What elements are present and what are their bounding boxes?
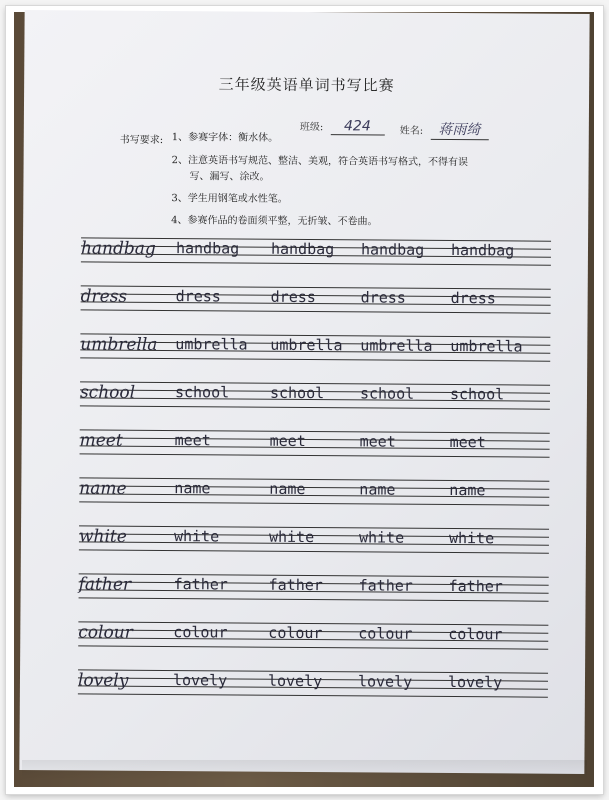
requirement-item: 4、参赛作品的卷面须平整，无折皱、不卷曲。: [171, 215, 378, 228]
ruled-line: [79, 501, 549, 505]
handwritten-word: meet: [79, 430, 123, 451]
handwritten-word: lovely: [267, 671, 323, 691]
ruled-line: [80, 405, 550, 409]
handwritten-word: handbag: [360, 240, 425, 259]
handwritten-word: lovely: [172, 671, 228, 690]
word-row-white: [79, 523, 549, 574]
name-value: 蒋雨绮: [430, 119, 488, 140]
handwritten-word: white: [173, 527, 220, 546]
handwritten-word: father: [448, 577, 503, 596]
handwritten-word: lovely: [77, 670, 129, 691]
handwritten-word: father: [78, 574, 132, 595]
handwritten-word: dress: [175, 287, 221, 306]
requirement-item: 3、学生用钢笔或水性笔。: [171, 193, 288, 205]
handwritten-word: dress: [270, 287, 316, 307]
class-field: [300, 118, 385, 136]
class-value: 424: [330, 118, 384, 135]
word-row-umbrella: [80, 331, 550, 382]
handwritten-word: handbag: [80, 238, 156, 259]
handwritten-word: dress: [80, 286, 128, 307]
requirements-label: 书写要求:: [119, 134, 164, 147]
handwritten-word: father: [173, 575, 228, 594]
word-row-colour: [78, 619, 548, 670]
handwritten-word: dress: [450, 289, 496, 308]
name-field: [400, 119, 489, 141]
handwritten-word: colour: [78, 622, 133, 643]
handwritten-word: handbag: [175, 239, 240, 258]
worksheet-paper: [19, 10, 589, 774]
ruled-line: [80, 357, 550, 361]
handwritten-word: umbrella: [450, 337, 523, 356]
ruled-line: [79, 549, 549, 553]
word-row-dress: [80, 283, 550, 334]
handwriting-practice-area: [78, 235, 551, 723]
handwritten-word: name: [449, 481, 486, 500]
handwritten-word: school: [359, 384, 415, 403]
word-row-handbag: [81, 235, 551, 286]
handwritten-word: white: [448, 529, 495, 548]
handwritten-word: lovely: [357, 672, 413, 691]
handwritten-word: dress: [360, 288, 406, 307]
ruled-line: [78, 645, 548, 649]
handwritten-word: meet: [174, 431, 211, 450]
ruled-line: [81, 261, 551, 265]
handwritten-word: handbag: [450, 241, 515, 260]
handwritten-word: handbag: [270, 239, 335, 259]
ruled-line: [78, 693, 548, 697]
word-row-school: [80, 379, 550, 430]
handwritten-word: umbrella: [270, 335, 343, 355]
handwritten-word: lovely: [447, 673, 503, 692]
handwritten-word: name: [174, 479, 211, 498]
handwritten-word: white: [358, 528, 405, 547]
ruled-line: [80, 453, 550, 457]
handwritten-word: name: [269, 479, 306, 499]
requirement-item: 2、注意英语书写规范、整洁、美观，符合英语书写格式，不得有误: [171, 155, 469, 169]
handwritten-word: meet: [269, 431, 306, 451]
handwritten-word: colour: [448, 625, 503, 644]
handwritten-word: colour: [173, 623, 228, 642]
handwritten-word: meet: [449, 433, 486, 452]
handwritten-word: umbrella: [360, 336, 433, 355]
worksheet-title: 三年级英语单词书写比赛: [218, 75, 395, 95]
ruled-line: [79, 597, 549, 601]
handwritten-word: umbrella: [80, 334, 158, 355]
word-row-lovely: [78, 667, 548, 718]
word-row-father: [78, 571, 548, 622]
requirement-item: 写、漏写、涂改。: [189, 171, 270, 183]
handwritten-word: umbrella: [175, 335, 248, 354]
word-row-meet: [79, 427, 549, 478]
handwritten-word: school: [174, 383, 230, 402]
handwritten-word: school: [449, 385, 505, 404]
handwritten-word: white: [268, 527, 315, 547]
handwritten-word: father: [268, 575, 323, 595]
requirement-item: 1、参赛字体：衡水体。: [171, 132, 279, 144]
handwritten-word: meet: [359, 432, 396, 451]
class-label: 班级:: [299, 121, 324, 134]
paper-shadow: [22, 760, 587, 780]
handwritten-word: white: [78, 526, 127, 547]
word-row-name: [79, 475, 549, 526]
handwritten-word: colour: [358, 624, 413, 643]
handwritten-word: colour: [268, 623, 323, 643]
ruled-line: [81, 309, 551, 313]
name-label: 姓名:: [399, 125, 424, 137]
handwritten-word: father: [358, 576, 413, 595]
handwritten-word: name: [79, 478, 127, 499]
handwritten-word: school: [269, 383, 325, 403]
handwritten-word: school: [79, 382, 136, 403]
handwritten-word: name: [359, 480, 396, 499]
